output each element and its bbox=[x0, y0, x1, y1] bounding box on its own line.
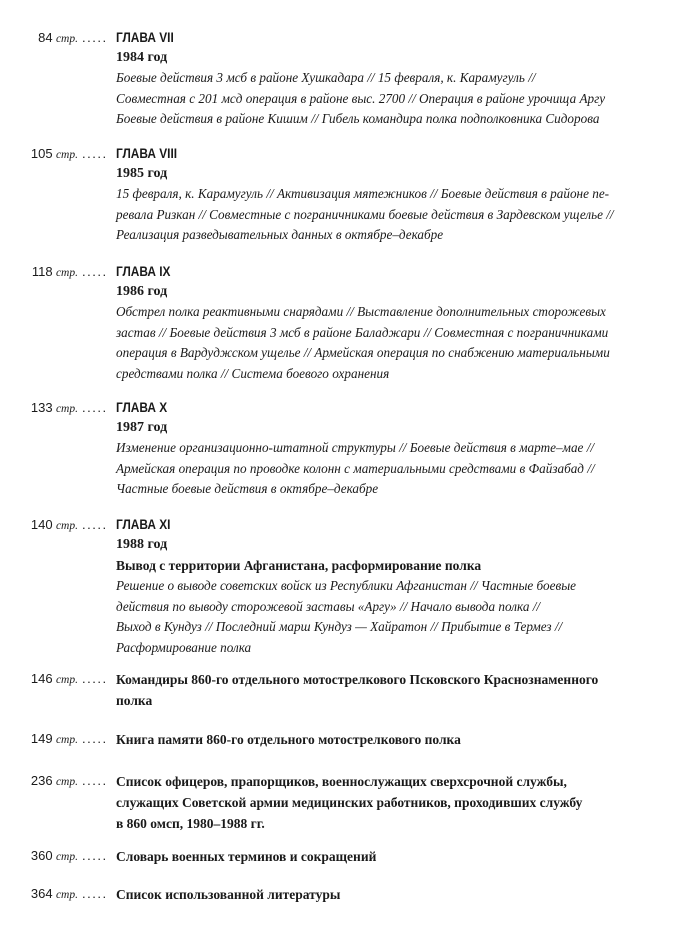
chapter-year: 1985 год bbox=[116, 166, 168, 181]
chapter-heading: ГЛАВА X bbox=[116, 400, 168, 415]
section-title: Книга памяти 860-го отдельного мотострелкового полка bbox=[116, 732, 461, 747]
chapter-year: 1984 год bbox=[116, 50, 168, 65]
page-number: 360 стр. bbox=[30, 848, 78, 863]
leader-dots: ..... bbox=[82, 400, 108, 415]
leader-dots: ..... bbox=[82, 517, 108, 532]
leader-dots: ..... bbox=[82, 731, 108, 746]
section-title: Список использованной литературы bbox=[116, 887, 341, 902]
leader-dots: ..... bbox=[82, 146, 108, 161]
chapter-year: 1987 год bbox=[116, 420, 168, 435]
page-number: 149 стр. bbox=[30, 731, 78, 746]
page-number: 236 стр. bbox=[30, 773, 78, 788]
leader-dots: ..... bbox=[82, 264, 108, 279]
page-number: 105 стр. bbox=[30, 146, 78, 161]
chapter-subtitle: Вывод с территории Афганистана, расформирование полка bbox=[116, 558, 482, 573]
chapter-year: 1988 год bbox=[116, 537, 168, 552]
chapter-description: Решение о выводе советских войск из Республики Афганистан // Частные боевые действия по выводу сторожевой заставы «Аргу» // Начало вывода полка // Выход в Кундуз // Последний марш Кундуз — Хайратон // Прибытие в Термез // Расформирование полка bbox=[116, 578, 576, 655]
leader-dots: ..... bbox=[82, 671, 108, 686]
chapter-heading: ГЛАВА VII bbox=[116, 30, 174, 45]
section-title: Список офицеров, прапорщиков, военнослужащих сверхсрочной службы, служащих Советской армии медицинских работников, проходивших службу в 860 омсп, 1980–1988 гг. bbox=[116, 774, 583, 831]
page-number: 146 стр. bbox=[30, 671, 78, 686]
section-title: Командиры 860-го отдельного мотострелкового Псковского Краснознаменного полка bbox=[116, 672, 599, 708]
chapter-heading: ГЛАВА IX bbox=[116, 264, 171, 279]
leader-dots: ..... bbox=[82, 886, 108, 901]
section-title: Словарь военных терминов и сокращений bbox=[116, 849, 377, 864]
page-number: 140 стр. bbox=[30, 517, 78, 532]
leader-dots: ..... bbox=[82, 848, 108, 863]
chapter-description: Обстрел полка реактивными снарядами // Выставление дополнительных сторожевых застав // Боевые действия 3 мсб в районе Баладжари // Совместная с пограничниками операция в Вардуджском ущелье // Армейская операция по снабжению материальными средствами полка // Система боевого охранения bbox=[116, 304, 610, 381]
chapter-heading: ГЛАВА XI bbox=[116, 517, 171, 532]
page-number: 133 стр. bbox=[30, 400, 78, 415]
leader-dots: ..... bbox=[82, 773, 108, 788]
page-number: 84 стр. bbox=[38, 30, 78, 45]
chapter-description: 15 февраля, к. Карамугуль // Активизация мятежников // Боевые действия в районе пе- ревала Ризкан // Совместные с пограничниками боевые действия в Зардевском ущелье // Реализация разведывательных данных в октябре–декабре bbox=[116, 186, 614, 242]
leader-dots: ..... bbox=[82, 30, 108, 45]
page-number: 118 стр. bbox=[31, 264, 78, 279]
chapter-description: Боевые действия 3 мсб в районе Хушкадара // 15 февраля, к. Карамугуль // Совместная с 201 мсд операция в районе выс. 2700 // Операция в районе урочища Аргу Боевые действия в районе Кишим // Гибель командира полка подполковника Сидорова bbox=[116, 70, 606, 126]
chapter-heading: ГЛАВА VIII bbox=[116, 146, 178, 161]
page-number: 364 стр. bbox=[30, 886, 78, 901]
chapter-year: 1986 год bbox=[116, 284, 168, 299]
chapter-description: Изменение организационно-штатной структуры // Боевые действия в марте–мае // Армейская операция по проводке колонн с материальными средствами в Файзабад // Частные боевые действия в октябре–декабре bbox=[116, 440, 595, 496]
